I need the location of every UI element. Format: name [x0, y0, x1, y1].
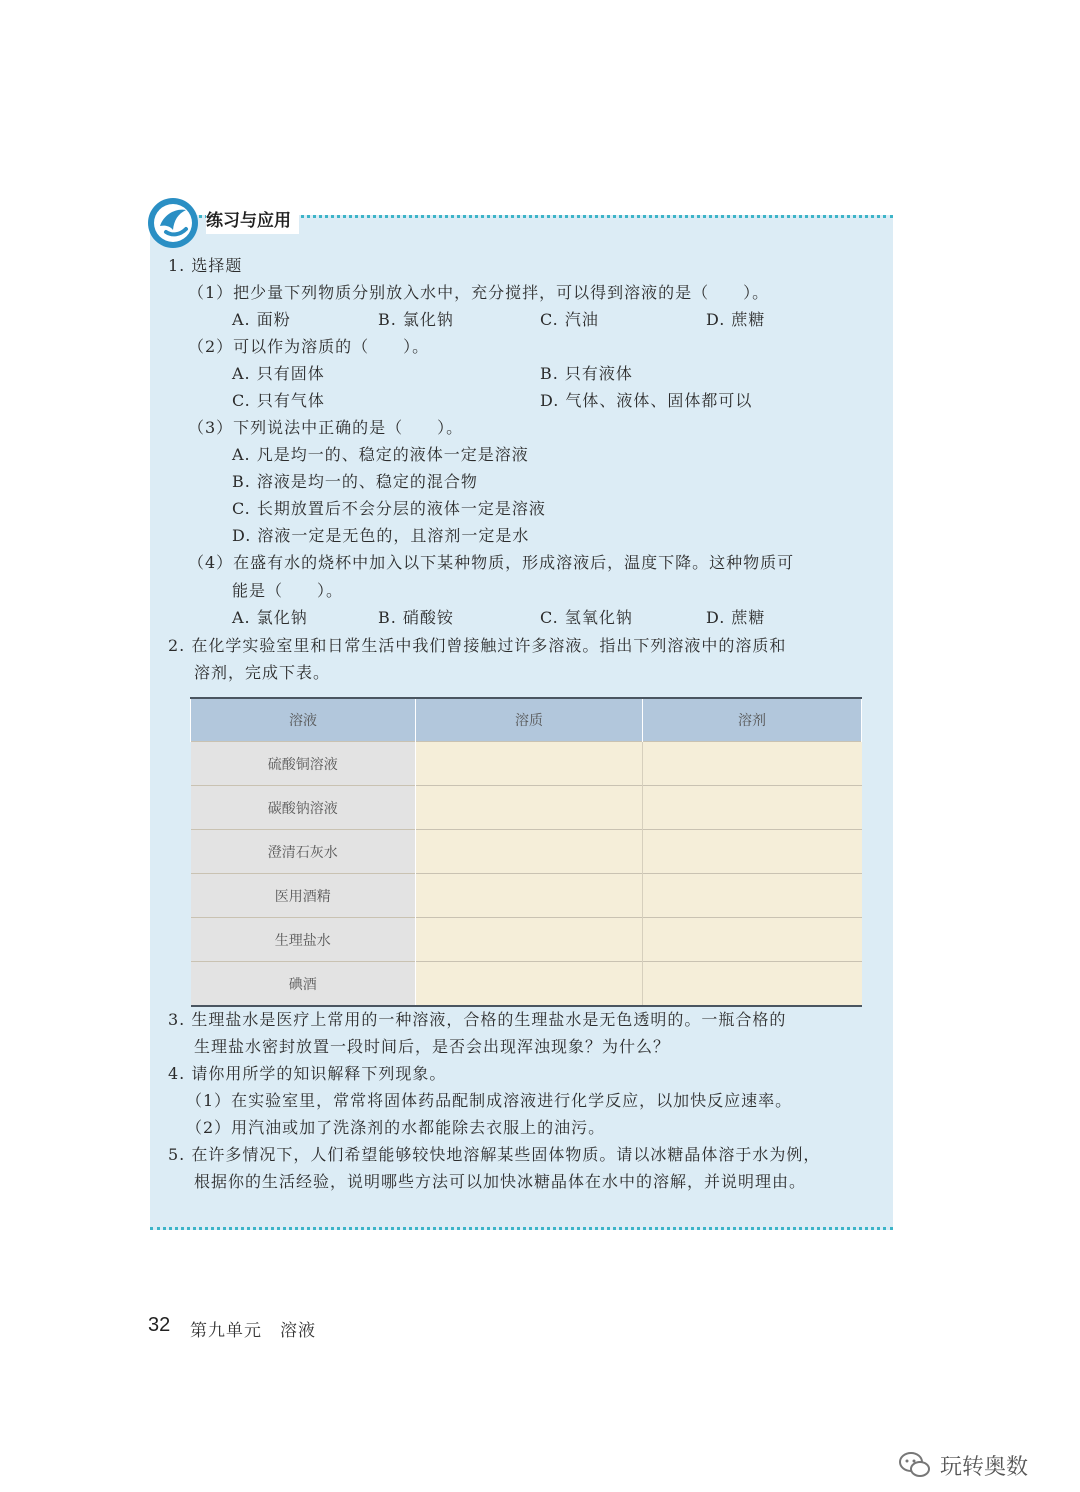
- solute-cell[interactable]: [416, 918, 643, 962]
- row-solution-name: 碘酒: [191, 962, 416, 1007]
- table-row: [191, 918, 862, 962]
- q1-4-option-a: A. 氯化钠: [232, 608, 308, 627]
- q4-part1: （1）在实验室里，常常将固体药品配制成溶液进行化学反应，以加快反应速率。: [186, 1091, 793, 1110]
- q1-3-option-b: B. 溶液是均一的、稳定的混合物: [232, 472, 478, 491]
- q1-title: 1. 选择题: [168, 256, 243, 275]
- q4-line1: 4. 请你用所学的知识解释下列现象。: [168, 1064, 447, 1083]
- watermark: [898, 1448, 1028, 1482]
- table-row: [191, 962, 862, 1007]
- q1-2-stem: （2）可以作为溶质的（ ）。: [188, 337, 430, 356]
- row-solution-name: 生理盐水: [191, 918, 416, 962]
- q1-1-stem: （1）把少量下列物质分别放入水中，充分搅拌，可以得到溶液的是（ ）。: [188, 283, 770, 302]
- page-number: 32: [148, 1314, 171, 1336]
- section-badge-icon: [146, 196, 200, 250]
- solvent-cell[interactable]: [643, 918, 862, 962]
- q5-line2: 根据你的生活经验，说明哪些方法可以加快冰糖晶体在水中的溶解，并说明理由。: [194, 1172, 807, 1191]
- header-solvent: 溶剂: [643, 698, 862, 742]
- row-solution-name: 医用酒精: [191, 874, 416, 918]
- q1-2-option-c: C. 只有气体: [232, 391, 325, 410]
- watermark-text: 玩转奥数: [940, 1454, 1029, 1480]
- section-title: 练习与应用: [206, 208, 299, 234]
- q1-3-option-d: D. 溶液一定是无色的，且溶剂一定是水: [232, 526, 530, 545]
- q1-1-option-d: D. 蔗糖: [706, 310, 766, 329]
- solute-cell[interactable]: [416, 830, 643, 874]
- header-solution: 溶液: [191, 698, 416, 742]
- q1-1-option-c: C. 汽油: [540, 310, 599, 329]
- solute-cell[interactable]: [416, 742, 643, 786]
- header-solute: 溶质: [416, 698, 643, 742]
- q1-4-stem-line1: （4）在盛有水的烧杯中加入以下某种物质，形成溶液后，温度下降。这种物质可: [188, 553, 795, 572]
- table-row: [191, 830, 862, 874]
- q1-1-option-b: B. 氯化钠: [378, 310, 454, 329]
- table-row: [191, 742, 862, 786]
- row-solution-name: 碳酸钠溶液: [191, 786, 416, 830]
- row-solution-name: 澄清石灰水: [191, 830, 416, 874]
- solvent-cell[interactable]: [643, 962, 862, 1007]
- q1-2-option-a: A. 只有固体: [232, 364, 325, 383]
- q2-line1: 2. 在化学实验室里和日常生活中我们曾接触过许多溶液。指出下列溶液中的溶质和: [168, 636, 787, 655]
- wechat-icon: [898, 1450, 932, 1480]
- q1-2-option-b: B. 只有液体: [540, 364, 633, 383]
- q1-3-option-c: C. 长期放置后不会分层的液体一定是溶液: [232, 499, 546, 518]
- unit-title: 第九单元 溶液: [190, 1321, 316, 1341]
- q1-3-stem: （3）下列说法中正确的是（ ）。: [188, 418, 464, 437]
- solution-table: [190, 697, 862, 1007]
- q1-4-option-d: D. 蔗糖: [706, 608, 766, 627]
- q1-3-option-a: A. 凡是均一的、稳定的液体一定是溶液: [232, 445, 529, 464]
- q1-2-option-d: D. 气体、液体、固体都可以: [540, 391, 753, 410]
- q1-4-option-b: B. 硝酸铵: [378, 608, 454, 627]
- q1-1-option-a: A. 面粉: [232, 310, 291, 329]
- q2-line2: 溶剂，完成下表。: [194, 663, 331, 682]
- row-solution-name: 硫酸铜溶液: [191, 742, 416, 786]
- solute-cell[interactable]: [416, 786, 643, 830]
- q4-part2: （2）用汽油或加了洗涤剂的水都能除去衣服上的油污。: [186, 1118, 606, 1137]
- q5-line1: 5. 在许多情况下，人们希望能够较快地溶解某些固体物质。请以冰糖晶体溶于水为例，: [168, 1145, 821, 1164]
- table-row: [191, 874, 862, 918]
- solvent-cell[interactable]: [643, 786, 862, 830]
- table-row: [191, 786, 862, 830]
- solute-cell[interactable]: [416, 962, 643, 1007]
- table-header-row: [191, 698, 862, 742]
- solvent-cell[interactable]: [643, 830, 862, 874]
- q1-4-stem-line2: 能是（ ）。: [232, 581, 344, 600]
- solvent-cell[interactable]: [643, 742, 862, 786]
- solvent-cell[interactable]: [643, 874, 862, 918]
- q3-line2: 生理盐水密封放置一段时间后，是否会出现浑浊现象？为什么？: [194, 1037, 671, 1056]
- solute-cell[interactable]: [416, 874, 643, 918]
- q1-4-option-c: C. 氢氧化钠: [540, 608, 633, 627]
- q3-line1: 3. 生理盐水是医疗上常用的一种溶液，合格的生理盐水是无色透明的。一瓶合格的: [168, 1010, 787, 1029]
